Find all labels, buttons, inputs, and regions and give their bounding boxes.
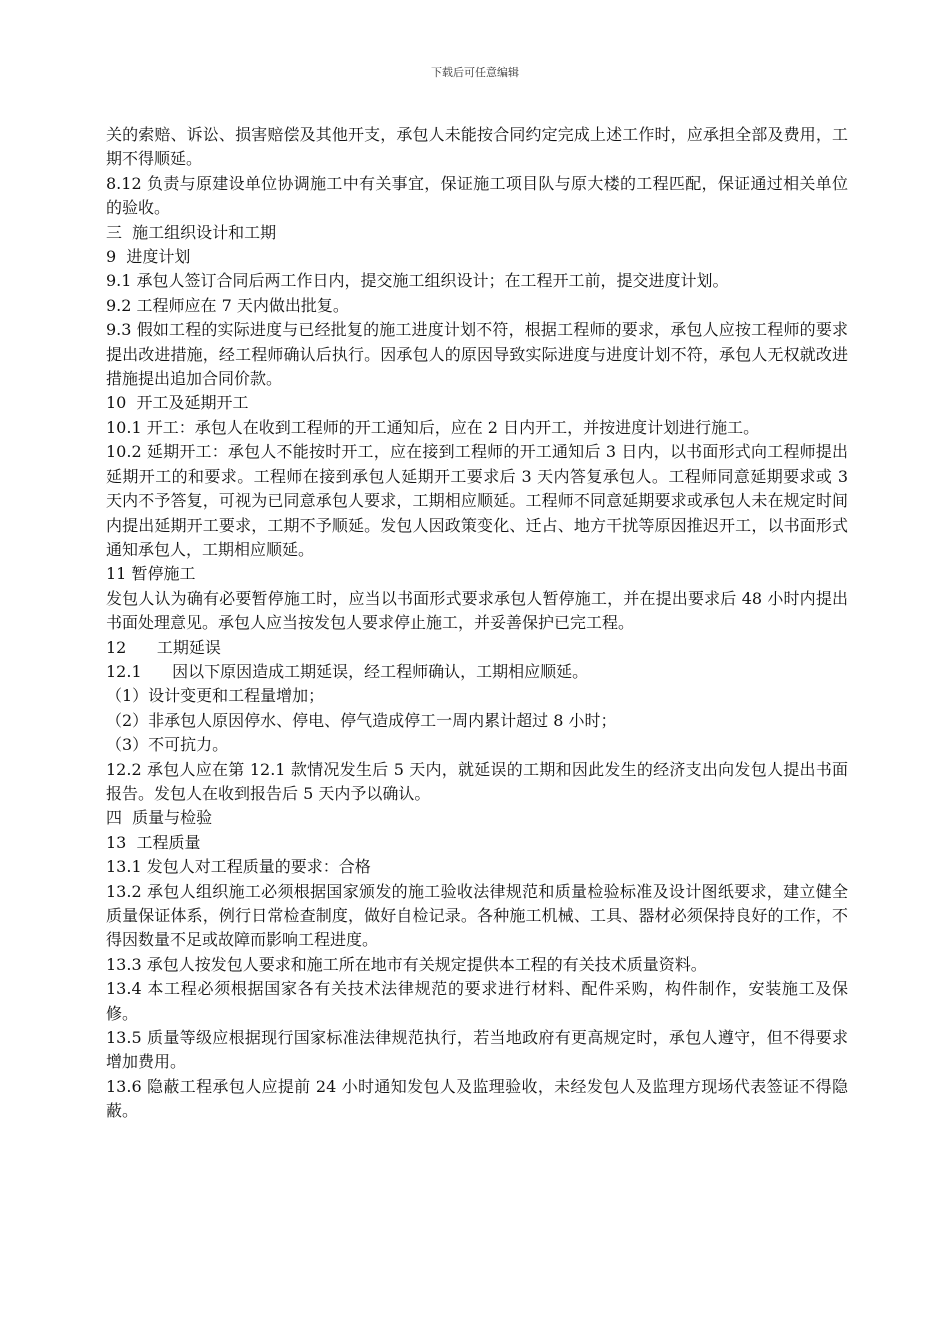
paragraph: 10.1 开工：承包人在收到工程师的开工通知后，应在 2 日内开工，并按进度计划进行施工。 bbox=[106, 417, 760, 437]
paragraph: 13.5 质量等级应根据现行国家标准法律规范执行，若当地政府有更高规定时，承包人遵守，但不得要求增加费用。 bbox=[106, 1028, 848, 1072]
clause-heading: 10 开工及延期开工 bbox=[106, 393, 249, 413]
paragraph: 9.3 假如工程的实际进度与已经批复的施工进度计划不符，根据工程师的要求，承包人应按工程师的要求提出改进措施，经工程师确认后执行。因承包人的原因导致实际进度与进度计划不符，承包人无权就改进措施提出追加合同价款。 bbox=[106, 320, 848, 389]
paragraph: 12.1 因以下原因造成工期延误，经工程师确认，工期相应顺延。 bbox=[106, 661, 589, 681]
section-heading: 四 质量与检验 bbox=[106, 808, 213, 828]
clause-heading: 12 工期延误 bbox=[106, 637, 221, 657]
paragraph: 10.2 延期开工：承包人不能按时开工，应在接到工程师的开工通知后 3 日内，以书面形式向工程师提出延期开工的和要求。工程师在接到承包人延期开工要求后 3 天内答复承包人。工程师同意延期要求或 3 天内不予答复，可视为已同意承包人要求，工期相应顺延。工程师不同意延期要求或承包人未在规定时间内提出延期开工要求，工期不予顺延。发包人因政策变化、迁占、地方干扰等原因推迟开工，以书面形式通知承包人，工期相应顺延。 bbox=[106, 442, 854, 559]
list-item: （2）非承包人原因停水、停电、停气造成停工一周内累计超过 8 小时； bbox=[106, 710, 617, 730]
paragraph: 13.2 承包人组织施工必须根据国家颁发的施工验收法律规范和质量检验标准及设计图纸要求，建立健全质量保证体系，例行日常检查制度，做好自检记录。各种施工机械、工具、器材必须保持良好的工作，不得因数量不足或故障而影响工程进度。 bbox=[106, 881, 848, 950]
list-item: （1）设计变更和工程量增加； bbox=[106, 686, 325, 706]
paragraph: 9.2 工程师应在 7 天内做出批复。 bbox=[106, 295, 349, 315]
page-header: 下载后可任意编辑 bbox=[431, 66, 519, 79]
list-item: （3）不可抗力。 bbox=[106, 735, 229, 755]
section-heading: 三 施工组织设计和工期 bbox=[106, 222, 277, 242]
paragraph: 8.12 负责与原建设单位协调施工中有关事宜，保证施工项目队与原大楼的工程匹配，保证通过相关单位的验收。 bbox=[106, 173, 848, 218]
paragraph: 12.2 承包人应在第 12.1 款情况发生后 5 天内，就延误的工期和因此发生的经济支出向发包人提出书面报告。发包人在收到报告后 5 天内予以确认。 bbox=[106, 759, 848, 803]
document-body bbox=[106, 123, 854, 1124]
paragraph: 13.4 本工程必须根据国家各有关技术法律规范的要求进行材料、配件采购，构件制作，安装施工及保修。 bbox=[106, 979, 848, 1023]
paragraph: 13.1 发包人对工程质量的要求：合格 bbox=[106, 857, 371, 877]
paragraph: 9.1 承包人签订合同后两工作日内，提交施工组织设计；在工程开工前，提交进度计划。 bbox=[106, 271, 729, 291]
clause-heading: 13 工程质量 bbox=[106, 832, 201, 852]
paragraph: 关的索赔、诉讼、损害赔偿及其他开支，承包人未能按合同约定完成上述工作时，应承担全部及费用，工期不得顺延。 bbox=[106, 125, 848, 169]
paragraph: 13.6 隐蔽工程承包人应提前 24 小时通知发包人及监理验收，未经发包人及监理方现场代表签证不得隐蔽。 bbox=[106, 1076, 848, 1121]
clause-heading: 11 暂停施工 bbox=[106, 564, 196, 584]
paragraph: 13.3 承包人按发包人要求和施工所在地市有关规定提供本工程的有关技术质量资料。 bbox=[106, 954, 707, 974]
clause-heading: 9 进度计划 bbox=[106, 247, 191, 267]
paragraph: 发包人认为确有必要暂停施工时，应当以书面形式要求承包人暂停施工，并在提出要求后 48 小时内提出书面处理意见。承包人应当按发包人要求停止施工，并妥善保护已完工程。 bbox=[106, 588, 848, 633]
